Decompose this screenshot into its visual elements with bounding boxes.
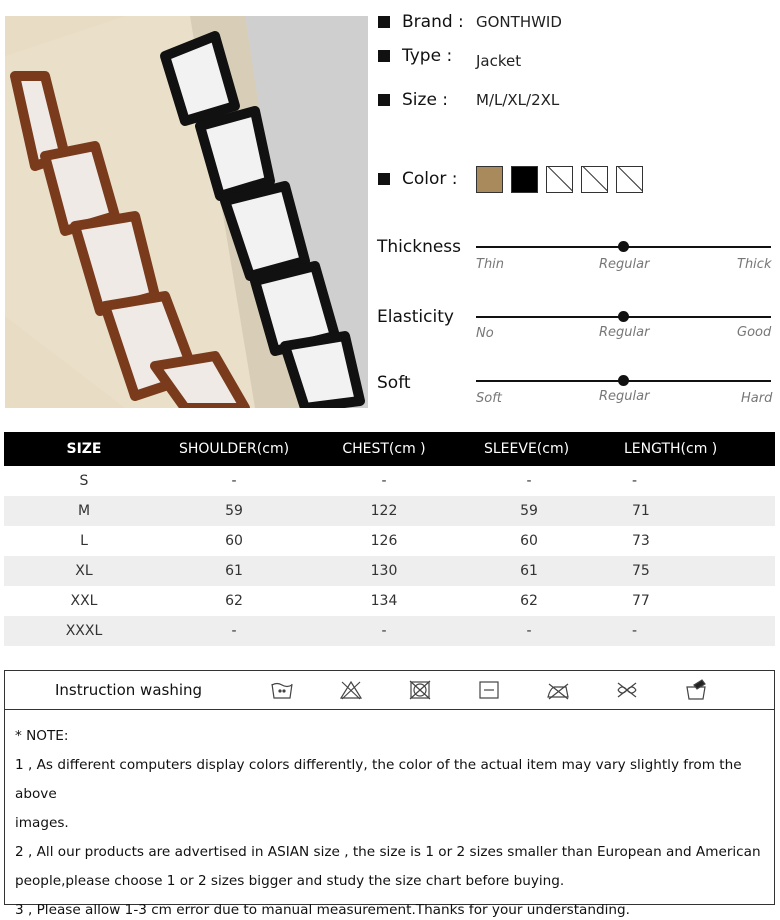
table-cell: - [381,473,387,489]
soft-high: Hard [741,391,773,406]
dry-flat-icon [477,679,501,701]
table-cell: - [594,616,775,646]
type-row [378,46,452,66]
table-cell: - [231,473,237,489]
color-swatches [476,166,643,193]
note-line: 1 , As different computers display colors differently, the color of the actual item may vary slightly from the above [15,757,742,802]
table-cell: M [4,496,164,526]
elasticity-label: Elasticity [377,307,454,327]
note-line: 2 , All our products are advertised in ASIAN size , the size is 1 or 2 sizes smaller than European and American [15,844,761,860]
table-cell: 126 [370,533,398,549]
table-cell: 62 [225,593,243,609]
elasticity-mid: Regular [599,325,650,340]
soft-label: Soft [377,373,411,393]
no-dry-clean-icon [615,679,639,701]
brand-row [378,12,464,32]
table-cell: - [464,616,594,646]
table-cell: XXXL [4,616,164,646]
table-cell: S [79,473,89,489]
color-label: Color : [402,169,458,189]
table-cell: 122 [304,496,464,526]
note-line: people,please choose 1 or 2 sizes bigger and study the size chart before buying. [15,873,565,889]
table-cell: XL [4,556,164,586]
note-heading: * NOTE: [15,728,69,744]
color-swatch-empty[interactable] [581,166,608,193]
soft-low: Soft [476,391,502,406]
thickness-low: Thin [476,257,505,272]
table-cell: 60 [520,533,538,549]
thickness-high: Thick [737,257,772,272]
no-bleach-icon [339,679,363,701]
thickness-mid: Regular [599,257,650,272]
table-cell: 59 [464,496,594,526]
table-cell: 60 [225,533,243,549]
size-chart-table [4,432,775,646]
wring-icon [684,679,708,701]
brand-label: Brand : [402,12,464,32]
type-label: Type : [402,46,453,66]
table-cell: 71 [594,496,775,526]
type-value: Jacket [476,52,522,70]
table-cell: 75 [594,556,775,586]
washing-icons [270,679,753,701]
color-swatch-empty[interactable] [616,166,643,193]
elasticity-slider-handle [618,311,629,322]
table-row [4,586,775,616]
table-row [4,556,775,586]
washing-instructions [4,670,775,710]
washing-title: Instruction washing [55,681,203,699]
bullet-square-icon [378,16,390,28]
size-label: Size : [402,90,449,110]
header-sleeve: SLEEVE(cm) [464,432,594,466]
soft-slider [476,380,771,382]
table-row [4,526,775,556]
header-chest: CHEST(cm ) [304,432,464,466]
product-photo [5,16,368,408]
hand-wash-icon [270,679,294,701]
elasticity-high: Good [737,325,772,340]
elasticity-low: No [476,326,494,341]
header-length: LENGTH(cm ) [594,432,775,466]
no-tumble-dry-icon [408,679,432,701]
table-cell: 73 [632,533,650,549]
table-cell: - [632,473,638,489]
table-row [4,466,775,496]
table-row [4,616,775,646]
color-swatch-black[interactable] [511,166,538,193]
bullet-square-icon [378,173,390,185]
thickness-slider [476,246,771,248]
table-cell: - [164,616,304,646]
table-cell: XXL [70,593,98,609]
size-row [378,90,448,110]
bullet-square-icon [378,50,390,62]
no-iron-icon [546,679,570,701]
table-header-row [4,432,775,466]
table-cell: L [80,533,88,549]
bullet-square-icon [378,94,390,106]
table-cell: 134 [370,593,398,609]
table-cell: 130 [304,556,464,586]
size-value: M/L/XL/2XL [476,91,560,109]
table-cell: 61 [164,556,304,586]
header-shoulder: SHOULDER(cm) [164,432,304,466]
color-swatch-empty[interactable] [546,166,573,193]
thickness-slider-handle [618,241,629,252]
note-line: images. [15,815,69,831]
soft-slider-handle [618,375,629,386]
table-row [4,496,775,526]
thickness-label: Thickness [377,237,462,257]
color-swatch-khaki[interactable] [476,166,503,193]
brand-value: GONTHWID [476,13,562,31]
table-cell: 59 [164,496,304,526]
elasticity-slider [476,316,771,318]
table-cell: 61 [464,556,594,586]
note-line: 3 , Please allow 1-3 cm error due to manual measurement.Thanks for your understanding. [15,902,630,918]
notes-section [4,710,775,918]
header-size: SIZE [4,432,164,466]
table-cell: - [304,616,464,646]
table-cell: 77 [632,593,650,609]
table-cell: - [526,473,532,489]
table-cell: 62 [520,593,538,609]
color-row [378,169,458,189]
soft-mid: Regular [599,389,650,404]
